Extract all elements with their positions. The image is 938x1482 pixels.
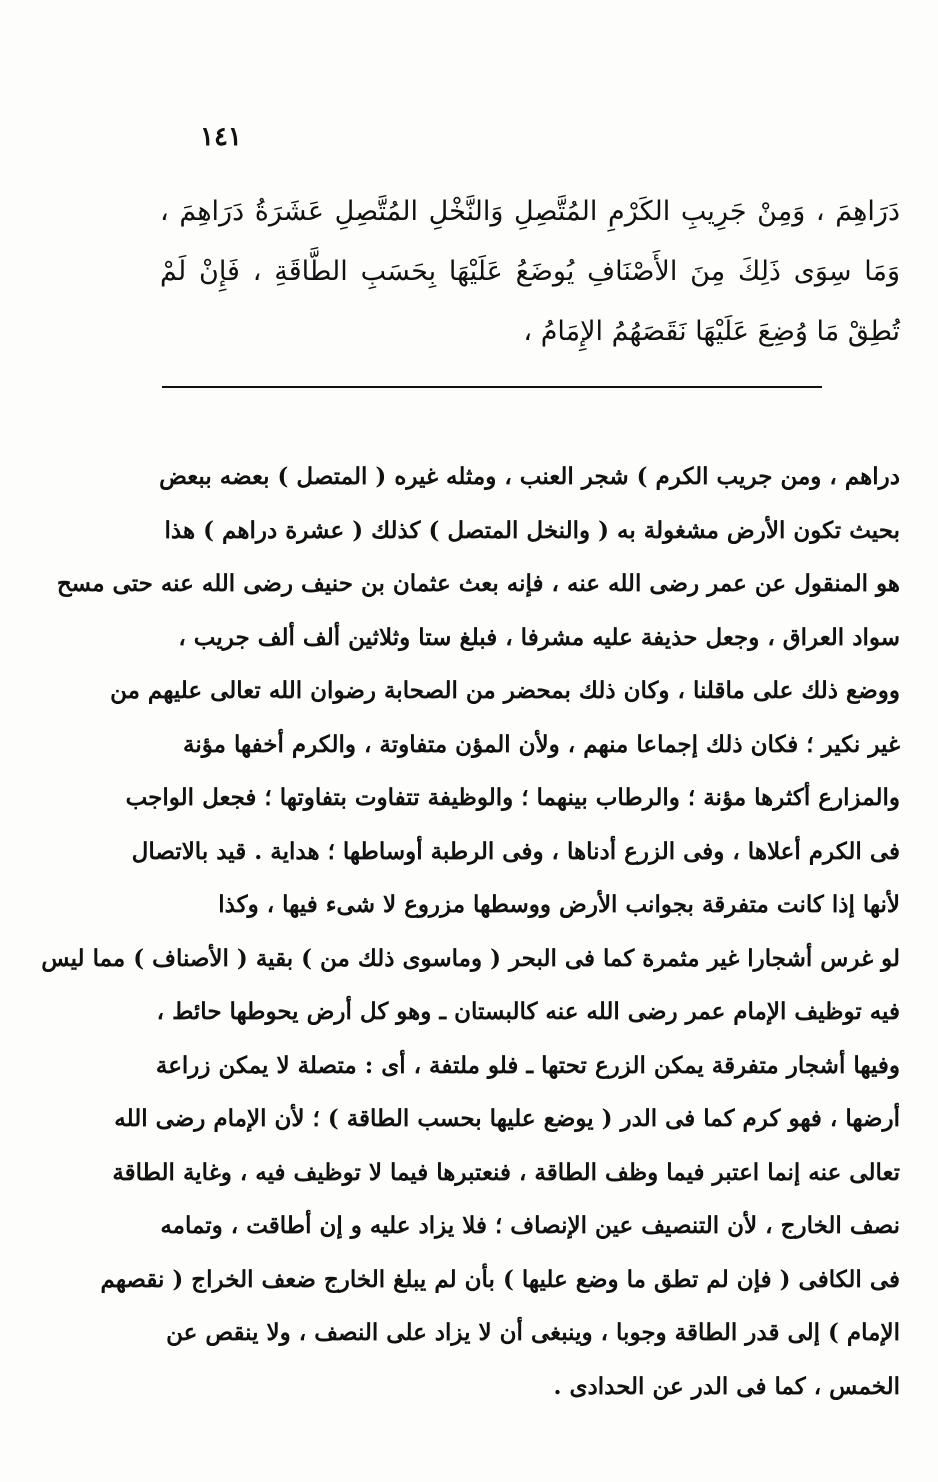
commentary-line: وفيها أشجار متفرقة يمكن الزرع تحتها ـ فلو ملتفة ، أى : متصلة لا يمكن زراعة — [155, 1051, 900, 1079]
main-text-paragraph: دَرَاهِمَ ، وَمِنْ جَرِيبِ الكَرْمِ المُتَّصِلِ وَالنَّخْلِ المُتَّصِلِ عَشَرَةُ دَرَاهِمَ ، وَمَا سِوَى ذَلِكَ مِنَ الأَصْنَافِ يُوضَعُ عَلَيْهَا بِحَسَبِ الطَّاقَةِ ، فَإِنْ لَمْ تُطِقْ مَا وُضِعَ عَلَيْهَا نَقَصَهُمُ الإِمَامُ ، — [160, 196, 900, 347]
section-divider — [162, 386, 822, 388]
commentary-line: فى الكرم أعلاها ، وفى الزرع أدناها ، وفى الرطبة أوساطها ؛ هداية . قيد بالاتصال — [131, 837, 900, 865]
commentary-line: فيه توظيف الإمام عمر رضى الله عنه كالبستان ـ وهو كل أرض يحوطها حائط ، — [156, 998, 900, 1025]
commentary-line: فى الكافى ( فإن لم تطق ما وضع عليها ) بأن لم يبلغ الخارج ضعف الخراج ( نقصهم — [100, 1265, 900, 1293]
commentary-line: الإمام ) إلى قدر الطاقة وجوبا ، وينبغى أن لا يزاد على النصف ، ولا ينقص عن — [166, 1319, 900, 1346]
commentary-line: نصف الخارج ، لأن التنصيف عين الإنصاف ؛ فلا يزاد عليه و إن أطاقت ، وتمامه — [160, 1212, 900, 1239]
commentary-line: غير نكير ؛ فكان ذلك إجماعا منهم ، ولأن المؤن متفاوتة ، والكرم أخفها مؤنة — [183, 730, 900, 758]
commentary-line: سواد العراق ، وجعل حذيفة عليه مشرفا ، فبلغ ستا وثلاثين ألف ألف جريب ، — [178, 623, 900, 651]
commentary-line: ووضع ذلك على ماقلنا ، وكان ذلك بمحضر من الصحابة رضوان الله تعالى عليهم من — [110, 677, 900, 704]
commentary-line: بحيث تكون الأرض مشغولة به ( والنخل المتصل ) كذلك ( عشرة دراهم ) هذا — [164, 516, 900, 544]
commentary-line: أرضها ، فهو كرم كما فى الدر ( يوضع عليها بحسب الطاقة ) ؛ لأن الإمام رضى الله — [114, 1105, 900, 1132]
page-number: ١٤١ — [200, 122, 242, 152]
commentary-line: والمزارع أكثرها مؤنة ؛ والرطاب بينهما ؛ والوظيفة تتفاوت بتفاوتها ؛ فجعل الواجب — [125, 784, 900, 811]
commentary-line: الخمس ، كما فى الدر عن الحدادى . — [553, 1372, 900, 1400]
commentary-line: تعالى عنه إنما اعتبر فيما وظف الطاقة ، فنعتبرها فيما لا توظيف فيه ، وغاية الطاقة — [112, 1158, 900, 1186]
commentary — [41, 450, 900, 1413]
commentary-line: لو غرس أشجارا غير مثمرة كما فى البحر ( وماسوى ذلك من ) بقية ( الأصناف ) مما ليس — [41, 944, 900, 972]
commentary-line: هو المنقول عن عمر رضى الله عنه ، فإنه بعث عثمان بن حنيف رضى الله عنه حتى مسح — [56, 570, 900, 597]
commentary-line: لأنها إذا كانت متفرقة بجوانب الأرض ووسطها مزروع لا شىء فيها ، وكذا — [218, 891, 900, 918]
main-text — [160, 182, 900, 362]
commentary-line: دراهم ، ومن جريب الكرم ) شجر العنب ، ومثله غيره ( المتصل ) بعضه ببعض — [159, 463, 900, 490]
